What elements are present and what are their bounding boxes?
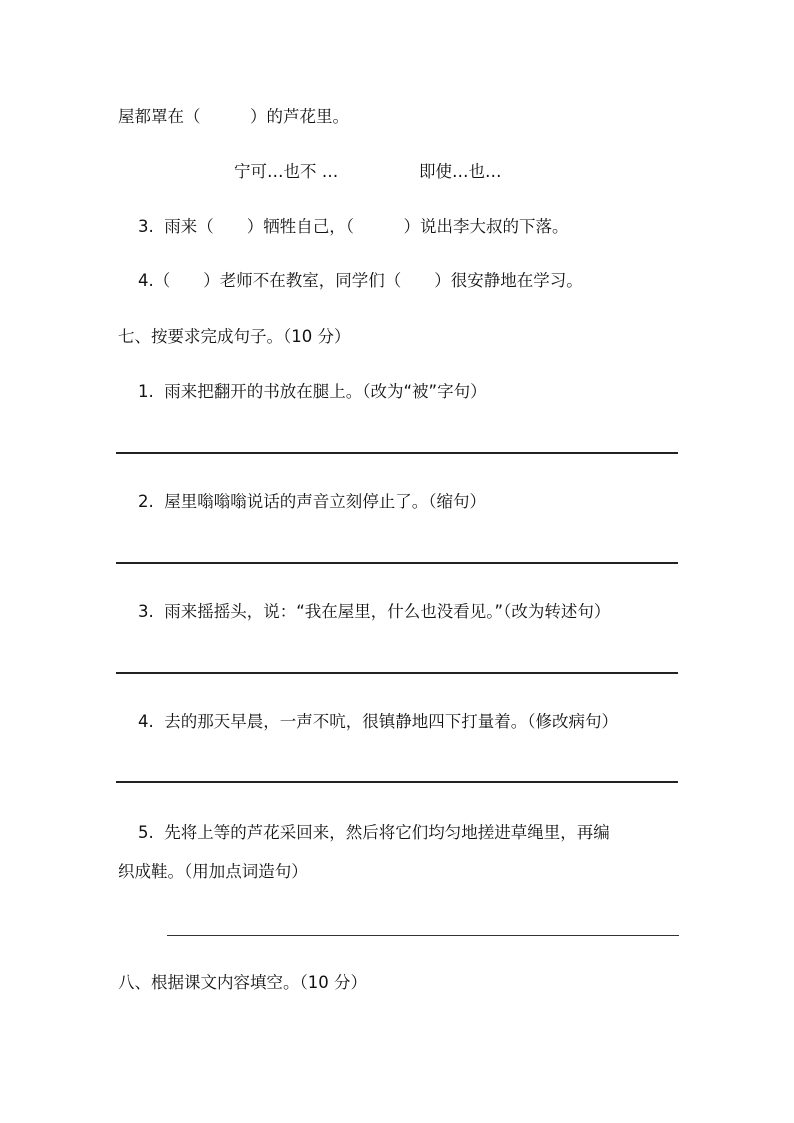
- sentence-task-4: 4. 去的那天早晨，一声不吭，很镇静地四下打量着。（修改病句）: [138, 712, 618, 731]
- answer-line-4[interactable]: [116, 781, 678, 783]
- answer-line-3[interactable]: [116, 672, 678, 674]
- fill-question-4: 4.（ ）老师不在教室，同学们（ ）很安静地在学习。: [138, 271, 583, 290]
- sentence-task-5-line-2: 织成鞋。（用加点词造句）: [118, 862, 308, 881]
- section-7-title: 七、按要求完成句子。（10 分）: [118, 327, 351, 346]
- sentence-task-2: 2. 屋里嗡嗡嗡说话的声音立刻停止了。（缩句）: [138, 492, 486, 511]
- section-8-title: 八、根据课文内容填空。（10 分）: [118, 973, 367, 992]
- option-a: 宁可…也不 …: [234, 162, 339, 181]
- answer-line-5[interactable]: [167, 935, 679, 936]
- continuation-line: 屋都罩在（ ）的芦花里。: [118, 107, 349, 126]
- answer-line-1[interactable]: [116, 452, 678, 454]
- sentence-task-5-line-1: 5. 先将上等的芦花采回来，然后将它们均匀地搓进草绳里，再编: [138, 823, 610, 842]
- option-b: 即使…也…: [419, 162, 502, 181]
- answer-line-2[interactable]: [116, 562, 678, 564]
- sentence-task-1: 1. 雨来把翻开的书放在腿上。（改为“被”字句）: [138, 382, 487, 401]
- sentence-task-3: 3. 雨来摇摇头，说：“我在屋里，什么也没看见。”（改为转述句）: [138, 602, 611, 621]
- fill-question-3: 3. 雨来（ ）牺牲自己，（ ）说出李大叔的下落。: [138, 217, 569, 236]
